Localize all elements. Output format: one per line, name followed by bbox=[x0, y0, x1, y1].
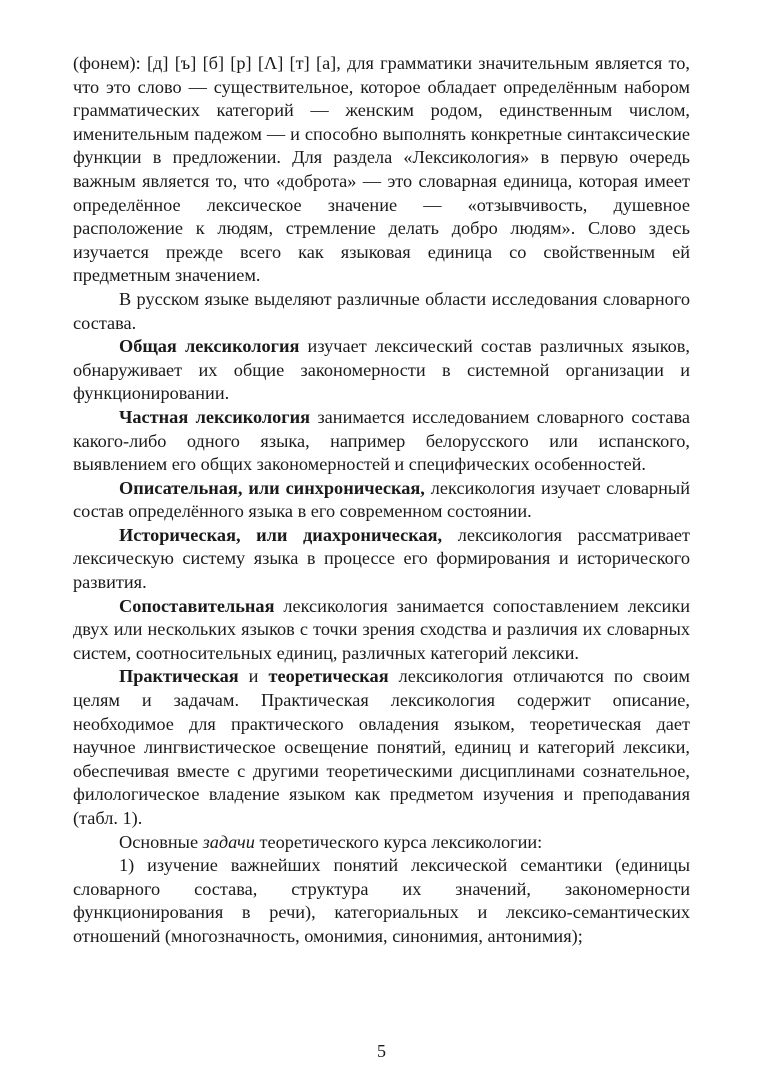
bold-term: Историческая, или диахроническая, bbox=[119, 524, 443, 545]
bold-term: Частная лексикология bbox=[119, 406, 311, 427]
bold-term: теоретическая bbox=[268, 666, 389, 687]
paragraph-text: лексикология рассматривает лексическую систему языка в процессе его формирования и исторического развития. bbox=[73, 524, 690, 593]
paragraph bbox=[73, 335, 690, 406]
paragraph-text: лексикология отличаются по своим целям и задачам. Практическая лексикология содержит описание, необходимое для практического овладения языком, теоретическая дает научное лингвистическое освещение понятий, единиц и категорий лексики, обеспечивая вместе с другими теоретическими дисциплинами сознательное, филологическое владение языком как предметом изучения и преподавания (табл. 1). bbox=[73, 666, 690, 828]
paragraph-text: изучает лексический состав различных языков, обнаруживает их общие закономерности в системной организации и функционировании. bbox=[73, 336, 690, 404]
page-body bbox=[73, 52, 690, 949]
paragraph bbox=[73, 477, 690, 524]
paragraph-text: 1) изучение важнейших понятий лексической семантики (единицы словарного состава, структура их значений, закономерности функционирования в речи), категориальных и лексико-семантических отношений (многозначность, омонимия, синонимия, антонимия); bbox=[73, 855, 690, 946]
paragraph bbox=[73, 52, 690, 288]
bold-term: Сопоставительная bbox=[119, 595, 275, 616]
paragraph bbox=[73, 665, 690, 830]
paragraph bbox=[73, 524, 690, 595]
paragraph-text: В русском языке выделяют различные области исследования словарного состава. bbox=[73, 288, 690, 333]
bold-term: Практическая bbox=[119, 666, 239, 687]
paragraph-text: занимается исследованием словарного состава какого-либо одного языка, например белорусского или испанского, выявлением его общих закономерностей и специфических особенностей. bbox=[73, 406, 690, 475]
paragraph-text: Основные bbox=[119, 831, 203, 852]
paragraph bbox=[73, 288, 690, 335]
italic-term: задачи bbox=[202, 831, 255, 852]
paragraph bbox=[73, 854, 690, 948]
bold-term: Общая лексикология bbox=[119, 336, 300, 357]
paragraph bbox=[73, 406, 690, 477]
paragraph bbox=[73, 595, 690, 666]
bold-term: Описательная, или синхроническая, bbox=[119, 477, 425, 498]
page-number: 5 bbox=[377, 1041, 386, 1061]
paragraph-text: лексикология изучает словарный состав определённого языка в его современном состоянии. bbox=[73, 477, 690, 522]
paragraph-text: теоретического курса лексикологии: bbox=[254, 831, 543, 852]
paragraph-text: лексикология занимается сопоставлением лексики двух или нескольких языков с точки зрения сходства и различия их словарных систем, соотносительных единиц, различных категорий лексики. bbox=[73, 595, 690, 663]
paragraph-text: (фонем): [д] [ъ] [б] [р] [Λ] [т] [а], для грамматики значительным является то, что это слово — существительное, которое обладает определённым набором грамматических категорий — женским родом, единственным числом, именительным падежом — и способно выполнять конкретные синтаксические функции в предложении. Для раздела «Лексикология» в первую очередь важным является то, что «доброта» — это словарная единица, которая имеет определённое лексическое значение — «отзывчивость, душевное расположение к людям, стремление делать добро людям». Слово здесь изучается прежде всего как языковая единица со свойственным ей предметным значением. bbox=[73, 53, 690, 286]
paragraph bbox=[73, 831, 690, 855]
paragraph-text: и bbox=[238, 666, 269, 687]
